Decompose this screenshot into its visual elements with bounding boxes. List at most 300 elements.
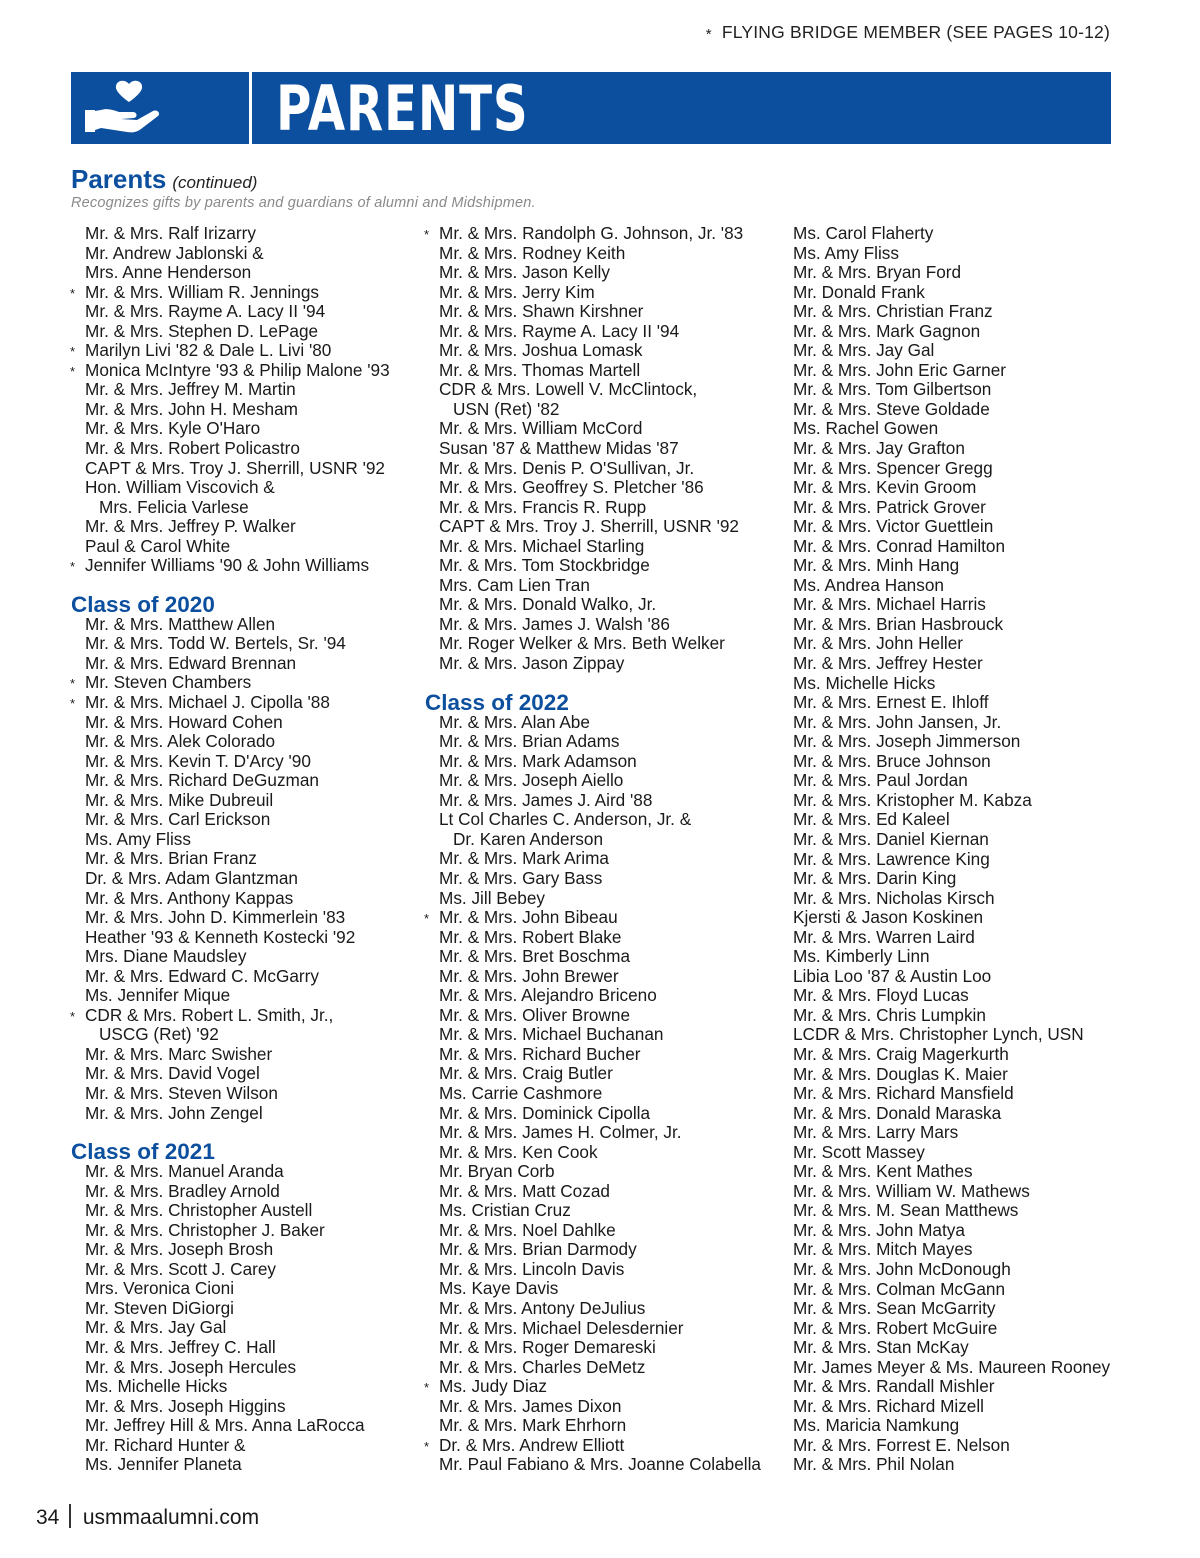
donor-entry bbox=[793, 341, 1110, 361]
donor-name: Mr. & Mrs. Donald Maraska bbox=[793, 1102, 1002, 1123]
donor-name: Mr. & Mrs. Matt Cozad bbox=[439, 1180, 610, 1201]
donor-entry bbox=[71, 498, 390, 518]
donor-entry bbox=[71, 928, 390, 948]
donor-entry bbox=[425, 322, 761, 342]
donor-entry bbox=[793, 419, 1110, 439]
donor-entry bbox=[793, 1240, 1110, 1260]
donor-entry bbox=[793, 1436, 1110, 1456]
donor-entry bbox=[425, 400, 761, 420]
donor-entry bbox=[425, 967, 761, 987]
donor-name: Mr. & Mrs. Christopher Austell bbox=[85, 1200, 313, 1221]
donor-entry bbox=[793, 947, 1110, 967]
donor-entry bbox=[793, 1143, 1110, 1163]
donor-entry bbox=[793, 1416, 1110, 1436]
donor-entry bbox=[793, 361, 1110, 381]
donor-name: Mr. Richard Hunter & bbox=[85, 1434, 246, 1455]
donor-name: Mr. Steven Chambers bbox=[85, 672, 252, 693]
donor-entry bbox=[793, 244, 1110, 264]
donor-entry bbox=[425, 263, 761, 283]
donor-name: Mr. & Mrs. Brian Franz bbox=[85, 848, 257, 869]
donor-name: Mr. & Mrs. John Bibeau bbox=[439, 907, 618, 928]
donor-entry bbox=[425, 1064, 761, 1084]
donor-name: Jennifer Williams '90 & John Williams bbox=[85, 555, 370, 576]
donor-entry bbox=[793, 1123, 1110, 1143]
donor-name: Mr. & Mrs. John Matya bbox=[793, 1219, 965, 1240]
column-3 bbox=[793, 224, 1110, 1475]
donor-entry bbox=[71, 830, 390, 850]
donor-name: Mr. & Mrs. Alan Abe bbox=[439, 711, 590, 732]
class-year-heading: Class of 2022 bbox=[425, 689, 569, 715]
donor-entry bbox=[793, 674, 1110, 694]
donor-name: Mr. & Mrs. Spencer Gregg bbox=[793, 457, 993, 478]
donor-name: Marilyn Livi '82 & Dale L. Livi '80 bbox=[85, 340, 332, 361]
donor-name: Mrs. Diane Maudsley bbox=[85, 946, 247, 967]
donor-entry bbox=[425, 1143, 761, 1163]
donor-entry bbox=[793, 380, 1110, 400]
donor-entry bbox=[793, 1280, 1110, 1300]
donor-entry bbox=[71, 537, 390, 557]
donor-entry bbox=[71, 1377, 390, 1397]
donor-entry bbox=[425, 1397, 761, 1417]
donor-entry bbox=[71, 986, 390, 1006]
donor-name: Mr. & Mrs. Jeffrey P. Walker bbox=[85, 516, 296, 537]
donor-name: Mr. & Mrs. Denis P. O'Sullivan, Jr. bbox=[439, 457, 695, 478]
donor-entry bbox=[793, 1358, 1110, 1378]
donor-entry bbox=[793, 1221, 1110, 1241]
donor-name: CDR & Mrs. Lowell V. McClintock, bbox=[439, 379, 698, 400]
donor-name: Mr. & Mrs. Christopher J. Baker bbox=[85, 1219, 325, 1240]
class-year-heading: Class of 2020 bbox=[71, 591, 215, 617]
donor-name: Ms. Cristian Cruz bbox=[439, 1200, 571, 1221]
donor-entry bbox=[793, 1338, 1110, 1358]
donor-entry bbox=[71, 224, 390, 244]
donor-entry bbox=[793, 576, 1110, 596]
donor-name: Mr. & Mrs. Jeffrey C. Hall bbox=[85, 1336, 276, 1357]
donor-name: Mr. & Mrs. Ken Cook bbox=[439, 1141, 598, 1162]
donor-name: Mr. & Mrs. Kent Mathes bbox=[793, 1161, 973, 1182]
donor-name: Mr. & Mrs. Kristopher M. Kabza bbox=[793, 789, 1032, 810]
donor-name: Mr. & Mrs. James H. Colmer, Jr. bbox=[439, 1122, 682, 1143]
donor-name: Libia Loo '87 & Austin Loo bbox=[793, 965, 992, 986]
donor-name: Dr. & Mrs. Andrew Elliott bbox=[439, 1434, 625, 1455]
donor-entry bbox=[793, 869, 1110, 889]
donor-name: Mr. & Mrs. Michael Buchanan bbox=[439, 1024, 664, 1045]
donor-name: Mr. & Mrs. William McCord bbox=[439, 418, 643, 439]
donor-entry bbox=[793, 615, 1110, 635]
donor-entry bbox=[71, 713, 390, 733]
donor-entry bbox=[425, 1279, 761, 1299]
donor-name: Mr. Donald Frank bbox=[793, 281, 925, 302]
donor-entry bbox=[425, 634, 761, 654]
donor-entry bbox=[793, 1201, 1110, 1221]
donor-name: Ms. Carrie Cashmore bbox=[439, 1082, 603, 1103]
donor-name: Ms. Amy Fliss bbox=[793, 242, 899, 263]
donor-entry bbox=[71, 1260, 390, 1280]
donor-name: Ms. Rachel Gowen bbox=[793, 418, 939, 439]
donor-entry bbox=[425, 791, 761, 811]
donor-entry bbox=[71, 341, 390, 361]
donor-entry bbox=[71, 673, 390, 693]
donor-entry bbox=[71, 1162, 390, 1182]
flying-bridge-star-icon: * bbox=[70, 1008, 76, 1024]
donor-name: Mr. & Mrs. Mark Adamson bbox=[439, 750, 637, 771]
donor-entry bbox=[71, 283, 390, 303]
donor-entry bbox=[793, 850, 1110, 870]
donor-entry bbox=[793, 654, 1110, 674]
donor-entry bbox=[425, 1104, 761, 1124]
donor-entry bbox=[71, 849, 390, 869]
donor-name: Mr. & Mrs. Paul Jordan bbox=[793, 770, 968, 791]
donor-name: Mr. & Mrs. Joseph Jimmerson bbox=[793, 731, 1021, 752]
donor-name: Mr. & Mrs. Tom Stockbridge bbox=[439, 555, 650, 576]
donor-name: Mr. & Mrs. John Heller bbox=[793, 633, 964, 654]
donor-entry bbox=[71, 1397, 390, 1417]
donor-name: Mr. & Mrs. Daniel Kiernan bbox=[793, 828, 989, 849]
donor-name: Mr. & Mrs. David Vogel bbox=[85, 1063, 260, 1084]
donor-entry bbox=[425, 419, 761, 439]
donor-entry bbox=[425, 244, 761, 264]
donor-name: Mr. & Mrs. Michael J. Cipolla '88 bbox=[85, 692, 330, 713]
donor-entry bbox=[793, 1319, 1110, 1339]
donor-entry bbox=[71, 419, 390, 439]
donor-name: Mr. & Mrs. John Eric Garner bbox=[793, 359, 1006, 380]
star-icon: * bbox=[705, 26, 712, 43]
donor-entry bbox=[793, 439, 1110, 459]
donor-entry bbox=[793, 224, 1110, 244]
donor-name: Mr. & Mrs. Lincoln Davis bbox=[439, 1258, 625, 1279]
donor-name: Mr. & Mrs. Colman McGann bbox=[793, 1278, 1006, 1299]
donor-entry bbox=[71, 1436, 390, 1456]
donor-name: Mr. & Mrs. Rodney Keith bbox=[439, 242, 626, 263]
donor-entry bbox=[793, 1025, 1110, 1045]
donor-name: Mr. & Mrs. Robert McGuire bbox=[793, 1317, 998, 1338]
donor-name: Mr. & Mrs. Edward C. McGarry bbox=[85, 965, 319, 986]
donor-name: Mr. & Mrs. Darin King bbox=[793, 868, 957, 889]
donor-entry bbox=[71, 947, 390, 967]
donor-name: Mr. & Mrs. Mark Arima bbox=[439, 848, 609, 869]
donor-name: Mr. & Mrs. Anthony Kappas bbox=[85, 887, 294, 908]
donor-entry bbox=[425, 849, 761, 869]
donor-entry bbox=[71, 1318, 390, 1338]
donor-name: Mr. Scott Massey bbox=[793, 1141, 925, 1162]
donor-entry bbox=[71, 869, 390, 889]
donor-name: Mr. & Mrs. Scott J. Carey bbox=[85, 1258, 277, 1279]
section-banner bbox=[71, 72, 1111, 144]
donor-entry bbox=[425, 1045, 761, 1065]
donor-entry bbox=[793, 537, 1110, 557]
donor-name: Mr. Paul Fabiano & Mrs. Joanne Colabella bbox=[439, 1454, 761, 1475]
donor-entry bbox=[71, 263, 390, 283]
donor-name: Mr. & Mrs. John McDonough bbox=[793, 1258, 1011, 1279]
banner-divider bbox=[249, 72, 252, 144]
donor-name: Paul & Carol White bbox=[85, 535, 231, 556]
donor-name: Mr. & Mrs. Richard Mizell bbox=[793, 1395, 984, 1416]
donor-name: Mr. & Mrs. Stan McKay bbox=[793, 1337, 969, 1358]
donor-entry bbox=[71, 439, 390, 459]
donor-name: Mr. & Mrs. Conrad Hamilton bbox=[793, 535, 1006, 556]
donor-entry bbox=[793, 1006, 1110, 1026]
donor-entry bbox=[71, 1416, 390, 1436]
donor-entry bbox=[425, 1240, 761, 1260]
donor-entry bbox=[425, 1006, 761, 1026]
donor-entry bbox=[71, 1358, 390, 1378]
donor-entry bbox=[71, 556, 390, 576]
donor-entry bbox=[793, 1455, 1110, 1475]
donor-name: Ms. Maricia Namkung bbox=[793, 1415, 960, 1436]
donor-name: Mr. & Mrs. Marc Swisher bbox=[85, 1043, 273, 1064]
donor-entry bbox=[425, 947, 761, 967]
donor-name: Mr. & Mrs. Brian Hasbrouck bbox=[793, 613, 1004, 634]
donor-name: Mr. & Mrs. Randall Mishler bbox=[793, 1376, 995, 1397]
donor-name: Mr. & Mrs. Mitch Mayes bbox=[793, 1239, 973, 1260]
donor-entry bbox=[793, 283, 1110, 303]
donor-entry bbox=[71, 654, 390, 674]
flying-bridge-note-text: FLYING BRIDGE MEMBER (SEE PAGES 10-12) bbox=[721, 22, 1110, 42]
heart-in-hand-icon bbox=[71, 72, 177, 144]
donor-name: Mr. & Mrs. Charles DeMetz bbox=[439, 1356, 646, 1377]
donor-name: LCDR & Mrs. Christopher Lynch, USN bbox=[793, 1024, 1084, 1045]
donor-entry bbox=[425, 341, 761, 361]
donor-entry bbox=[793, 732, 1110, 752]
donor-entry bbox=[425, 1221, 761, 1241]
donor-name: Mr. & Mrs. Manuel Aranda bbox=[85, 1161, 284, 1182]
donor-entry bbox=[793, 263, 1110, 283]
donor-entry bbox=[71, 889, 390, 909]
donor-entry bbox=[793, 1182, 1110, 1202]
donor-entry bbox=[793, 1260, 1110, 1280]
donor-name: Mr. & Mrs. Sean McGarrity bbox=[793, 1298, 996, 1319]
donor-name: Mr. & Mrs. M. Sean Matthews bbox=[793, 1200, 1019, 1221]
donor-name: Mr. & Mrs. Kyle O'Haro bbox=[85, 418, 261, 439]
donor-name: Mr. & Mrs. Forrest E. Nelson bbox=[793, 1434, 1010, 1455]
donor-name: Mr. & Mrs. Rayme A. Lacy II '94 bbox=[439, 320, 680, 341]
donor-name: Mr. & Mrs. Shawn Kirshner bbox=[439, 301, 644, 322]
donor-name: Lt Col Charles C. Anderson, Jr. & bbox=[439, 809, 692, 830]
donor-entry bbox=[425, 732, 761, 752]
donor-entry bbox=[71, 322, 390, 342]
donor-entry bbox=[793, 1104, 1110, 1124]
donor-name: Mrs. Cam Lien Tran bbox=[439, 574, 590, 595]
donor-name: Ms. Judy Diaz bbox=[439, 1376, 547, 1397]
donor-entry bbox=[425, 713, 761, 733]
donor-name: Mr. Steven DiGiorgi bbox=[85, 1297, 235, 1318]
donor-name: Mr. & Mrs. John Jansen, Jr. bbox=[793, 711, 1002, 732]
donor-entry bbox=[71, 302, 390, 322]
donor-entry bbox=[71, 1064, 390, 1084]
donor-name: Mr. & Mrs. Jay Grafton bbox=[793, 438, 965, 459]
class-year-heading: Class of 2021 bbox=[71, 1139, 215, 1165]
donor-name: Mr. & Mrs. Noel Dahlke bbox=[439, 1219, 616, 1240]
donor-name: Mr. & Mrs. Craig Butler bbox=[439, 1063, 613, 1084]
donor-name: Mr. & Mrs. Howard Cohen bbox=[85, 711, 283, 732]
donor-entry bbox=[425, 752, 761, 772]
donor-entry bbox=[793, 986, 1110, 1006]
donor-name: Mr. & Mrs. Rayme A. Lacy II '94 bbox=[85, 301, 326, 322]
donor-name: Mr. & Mrs. Stephen D. LePage bbox=[85, 320, 319, 341]
donor-name: Mr. & Mrs. Joseph Hercules bbox=[85, 1356, 297, 1377]
flying-bridge-star-icon: * bbox=[424, 911, 430, 927]
flying-bridge-star-icon: * bbox=[424, 227, 430, 242]
donor-name: Mr. & Mrs. Michael Delesdernier bbox=[439, 1317, 684, 1338]
donor-name: Mr. & Mrs. Brian Adams bbox=[439, 731, 620, 752]
donor-entry bbox=[71, 1221, 390, 1241]
donor-entry bbox=[71, 459, 390, 479]
donor-entry bbox=[425, 1377, 761, 1397]
donor-entry bbox=[71, 1182, 390, 1202]
donor-entry bbox=[793, 752, 1110, 772]
donor-entry bbox=[793, 517, 1110, 537]
donor-name: Susan '87 & Matthew Midas '87 bbox=[439, 438, 679, 459]
donor-name: Mr. & Mrs. Jeffrey Hester bbox=[793, 653, 983, 674]
donor-entry bbox=[71, 1084, 390, 1104]
donor-entry bbox=[793, 322, 1110, 342]
donor-name: Mr. & Mrs. Patrick Grover bbox=[793, 496, 986, 517]
donor-entry bbox=[71, 1299, 390, 1319]
donor-entry bbox=[71, 1201, 390, 1221]
footer-site: usmmaalumni.com bbox=[82, 1506, 260, 1529]
donor-entry bbox=[71, 1006, 390, 1026]
donor-name: Mr. & Mrs. Tom Gilbertson bbox=[793, 379, 992, 400]
donor-entry bbox=[425, 1084, 761, 1104]
donor-name: Mr. & Mrs. Christian Franz bbox=[793, 301, 993, 322]
donor-entry bbox=[71, 791, 390, 811]
donor-name: Mr. & Mrs. Jeffrey M. Martin bbox=[85, 379, 296, 400]
donor-name: CAPT & Mrs. Troy J. Sherrill, USNR '92 bbox=[85, 457, 385, 478]
donor-entry bbox=[793, 1299, 1110, 1319]
donor-entry bbox=[71, 752, 390, 772]
donor-entry bbox=[425, 1338, 761, 1358]
donor-entry bbox=[425, 498, 761, 518]
donor-name: Mr. & Mrs. Edward Brennan bbox=[85, 652, 297, 673]
donor-entry bbox=[793, 771, 1110, 791]
donor-name: Mr. & Mrs. Minh Hang bbox=[793, 555, 960, 576]
donor-name: Ms. Andrea Hanson bbox=[793, 574, 944, 595]
donor-name: Mrs. Felicia Varlese bbox=[99, 496, 249, 517]
donor-entry bbox=[71, 361, 390, 381]
donor-entry bbox=[793, 1045, 1110, 1065]
donor-name: Mr. & Mrs. John Brewer bbox=[439, 965, 619, 986]
donor-name: Mr. & Mrs. Jason Kelly bbox=[439, 262, 610, 283]
donor-entry bbox=[71, 244, 390, 264]
donor-name: Mr. & Mrs. Michael Harris bbox=[793, 594, 986, 615]
donor-entry bbox=[71, 1240, 390, 1260]
donor-name: USN (Ret) '82 bbox=[453, 398, 560, 419]
donor-entry bbox=[71, 732, 390, 752]
donor-entry bbox=[71, 400, 390, 420]
donor-name: Mr. & Mrs. Steven Wilson bbox=[85, 1082, 278, 1103]
donor-name: Ms. Jill Bebey bbox=[439, 887, 546, 908]
donor-name: Mr. Jeffrey Hill & Mrs. Anna LaRocca bbox=[85, 1415, 365, 1436]
donor-entry bbox=[425, 459, 761, 479]
donor-name: Mr. & Mrs. Chris Lumpkin bbox=[793, 1004, 986, 1025]
donor-entry bbox=[793, 791, 1110, 811]
donor-entry bbox=[793, 595, 1110, 615]
donor-entry bbox=[425, 302, 761, 322]
donor-name: Mr. & Mrs. William R. Jennings bbox=[85, 281, 319, 302]
donor-name: Mr. & Mrs. Ralf Irizarry bbox=[85, 223, 256, 243]
donor-entry bbox=[425, 654, 761, 674]
donor-name: Mr. & Mrs. James Dixon bbox=[439, 1395, 622, 1416]
donor-name: Mr. & Mrs. Bryan Ford bbox=[793, 262, 962, 283]
footer-divider bbox=[69, 1504, 71, 1528]
donor-name: Mr. & Mrs. Bruce Johnson bbox=[793, 750, 991, 771]
donor-entry bbox=[71, 693, 390, 713]
donor-entry bbox=[793, 478, 1110, 498]
donor-entry bbox=[71, 380, 390, 400]
donor-name: Mr. & Mrs. Thomas Martell bbox=[439, 359, 641, 380]
donor-entry bbox=[425, 439, 761, 459]
donor-name: Heather '93 & Kenneth Kostecki '92 bbox=[85, 926, 356, 947]
donor-name: Mr. & Mrs. Todd W. Bertels, Sr. '94 bbox=[85, 633, 346, 654]
donor-name: Ms. Carol Flaherty bbox=[793, 223, 934, 243]
donor-name: Mr. & Mrs. Antony DeJulius bbox=[439, 1297, 646, 1318]
donor-entry bbox=[425, 889, 761, 909]
donor-entry bbox=[71, 517, 390, 537]
donor-entry bbox=[71, 908, 390, 928]
donor-name: Mr. & Mrs. Alek Colorado bbox=[85, 731, 276, 752]
donor-entry bbox=[793, 1377, 1110, 1397]
donor-entry bbox=[793, 302, 1110, 322]
donor-name: Mr. & Mrs. Victor Guettlein bbox=[793, 516, 994, 537]
flying-bridge-star-icon: * bbox=[70, 676, 76, 692]
donor-name: Dr. & Mrs. Adam Glantzman bbox=[85, 867, 298, 888]
donor-name: Mr. & Mrs. Mark Gagnon bbox=[793, 320, 981, 341]
donor-name: Mr. & Mrs. Gary Bass bbox=[439, 867, 603, 888]
donor-entry bbox=[425, 595, 761, 615]
donor-name: Mr. & Mrs. Mark Ehrhorn bbox=[439, 1415, 627, 1436]
donor-entry bbox=[425, 1455, 761, 1475]
donor-entry bbox=[425, 556, 761, 576]
donor-name: Mr. & Mrs. Joseph Higgins bbox=[85, 1395, 286, 1416]
donor-entry bbox=[793, 889, 1110, 909]
section-subtitle: Recognizes gifts by parents and guardians of alumni and Midshipmen. bbox=[71, 195, 536, 211]
donor-entry bbox=[425, 1260, 761, 1280]
donor-entry bbox=[793, 459, 1110, 479]
flying-bridge-star-icon: * bbox=[70, 559, 76, 575]
donor-name: Mr. & Mrs. Mike Dubreuil bbox=[85, 789, 274, 810]
flying-bridge-star-icon: * bbox=[424, 1380, 430, 1396]
donor-entry bbox=[793, 1065, 1110, 1085]
donor-entry bbox=[71, 1279, 390, 1299]
donor-entry bbox=[71, 1025, 390, 1045]
donor-name: Kjersti & Jason Koskinen bbox=[793, 907, 984, 928]
donor-entry bbox=[71, 810, 390, 830]
donor-name: Mr. & Mrs. Richard Mansfield bbox=[793, 1083, 1014, 1104]
donor-name: Mr. & Mrs. Joseph Aiello bbox=[439, 770, 624, 791]
donor-entry bbox=[425, 928, 761, 948]
donor-name: Mr. & Mrs. Ernest E. Ihloff bbox=[793, 692, 989, 713]
donor-name: Mr. & Mrs. Jason Zippay bbox=[439, 653, 625, 674]
donor-name: Mr. & Mrs. Phil Nolan bbox=[793, 1454, 955, 1475]
donor-entry bbox=[425, 908, 761, 928]
donor-entry bbox=[425, 830, 761, 850]
donor-entry bbox=[425, 1319, 761, 1339]
donor-entry bbox=[793, 713, 1110, 733]
donor-name: Mr. & Mrs. Bradley Arnold bbox=[85, 1180, 280, 1201]
donor-name: Mr. Bryan Corb bbox=[439, 1161, 555, 1182]
donor-name: Ms. Michelle Hicks bbox=[85, 1376, 228, 1397]
donor-name: Mr. Roger Welker & Mrs. Beth Welker bbox=[439, 633, 725, 654]
donor-name: Mr. & Mrs. Carl Erickson bbox=[85, 809, 271, 830]
donor-entry bbox=[793, 556, 1110, 576]
donor-name: Mr. & Mrs. James J. Walsh '86 bbox=[439, 613, 670, 634]
donor-entry bbox=[425, 1416, 761, 1436]
donor-name: Mr. & Mrs. Lawrence King bbox=[793, 848, 990, 869]
donor-entry bbox=[425, 810, 761, 830]
donor-entry bbox=[425, 1436, 761, 1456]
continued-label: (continued) bbox=[172, 173, 258, 192]
donor-name: Mr. & Mrs. Francis R. Rupp bbox=[439, 496, 647, 517]
